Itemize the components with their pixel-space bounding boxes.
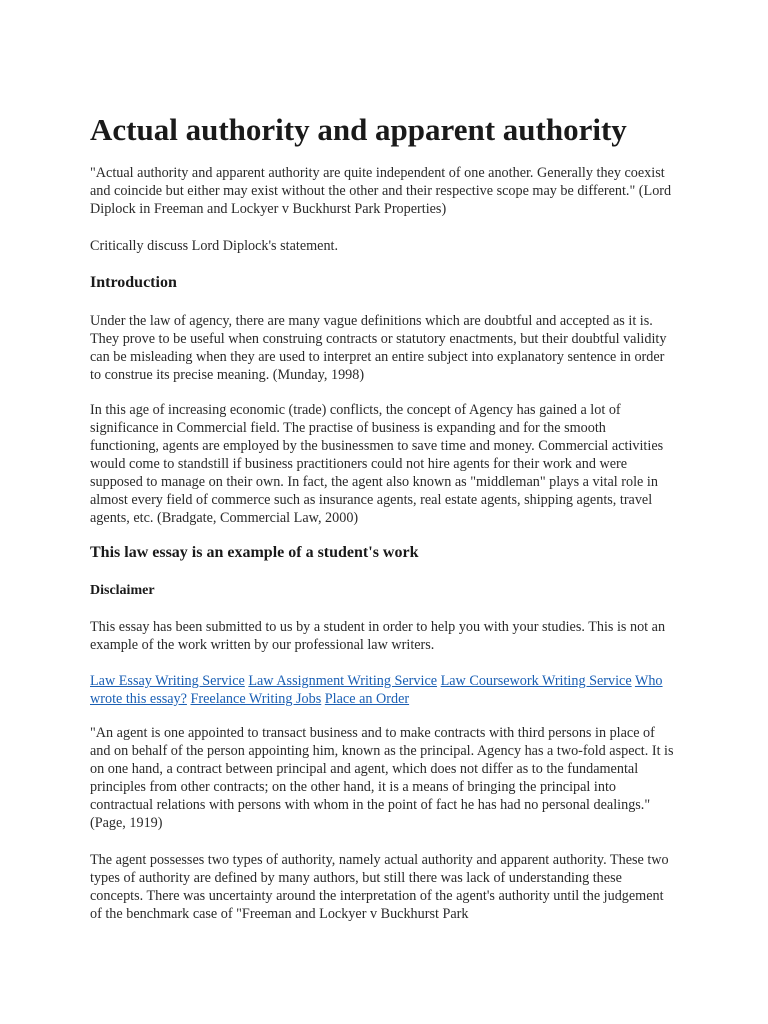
freelance-writing-jobs-link[interactable]: Freelance Writing Jobs: [190, 691, 322, 707]
service-links: [90, 672, 680, 708]
law-essay-writing-service-link[interactable]: Law Essay Writing Service: [90, 673, 245, 689]
place-an-order-link[interactable]: Place an Order: [324, 691, 410, 707]
law-assignment-writing-service-link[interactable]: Law Assignment Writing Service: [248, 673, 438, 689]
body-paragraph-2: The agent possesses two types of authority, namely actual authority and apparent authority. These two types of authority are defined by many authors, but still there was lack of understanding these concepts. There was uncertainty around the interpretation of the agent's authority until the judgement of the benchmark case of "Freeman and Lockyer v Buckhurst Park: [90, 852, 669, 922]
disclaimer-heading: Disclaimer: [90, 583, 155, 598]
law-coursework-writing-service-link[interactable]: Law Coursework Writing Service: [440, 673, 632, 689]
student-work-heading: This law essay is an example of a student's work: [90, 544, 419, 561]
disclaimer-paragraph: This essay has been submitted to us by a student in order to help you with your studies. This is not an example of the work written by our professional law writers.: [90, 619, 666, 653]
intro-paragraph-2: In this age of increasing economic (trade) conflicts, the concept of Agency has gained a lot of significance in Commercial field. The practise of business is expanding and for the smooth functioning, agents are employed by the businessmen to save time and money. Commercial activities would come to standstill if business practitioners could not hire agents for their work and were supposed to manage on their own. In fact, the agent also known as "middleman" plays a vital role in almost every field of commerce such as insurance agents, real estate agents, shipping agents, travel agents, etc. (Bradgate, Commercial Law, 2000): [90, 402, 664, 526]
task-paragraph: Critically discuss Lord Diplock's statement.: [90, 238, 339, 254]
intro-paragraph-1: Under the law of agency, there are many vague definitions which are doubtful and accepted as it is. They prove to be useful when construing contracts or statutory enactments, but their doubtful validity can be misleading when they are used to interpret an entire subject into explanatory sentence in order to construe its precise meaning. (Munday, 1998): [90, 313, 667, 383]
who-wrote-this-essay-link[interactable]: Who wrote this essay?: [90, 673, 663, 707]
introduction-heading: Introduction: [90, 274, 177, 291]
body-paragraph-1: "An agent is one appointed to transact business and to make contracts with third persons in place of and on behalf of the person appointing him, known as the principal. Agency has a two-fold aspect. It is on one hand, a contract between principal and agent, which does not differ as to the fundamental principles from other contracts; on the other hand, it is a means of bringing the principal into contractual relations with persons with whom in the point of fact he has had no personal dealings." (Page, 1919): [90, 725, 674, 831]
page-title: Actual authority and apparent authority: [90, 112, 627, 147]
quote-paragraph: "Actual authority and apparent authority are quite independent of one another. Generally they coexist and coincide but either may exist without the other and their respective scope may be different." (Lord Diplock in Freeman and Lockyer v Buckhurst Park Properties): [90, 165, 672, 217]
